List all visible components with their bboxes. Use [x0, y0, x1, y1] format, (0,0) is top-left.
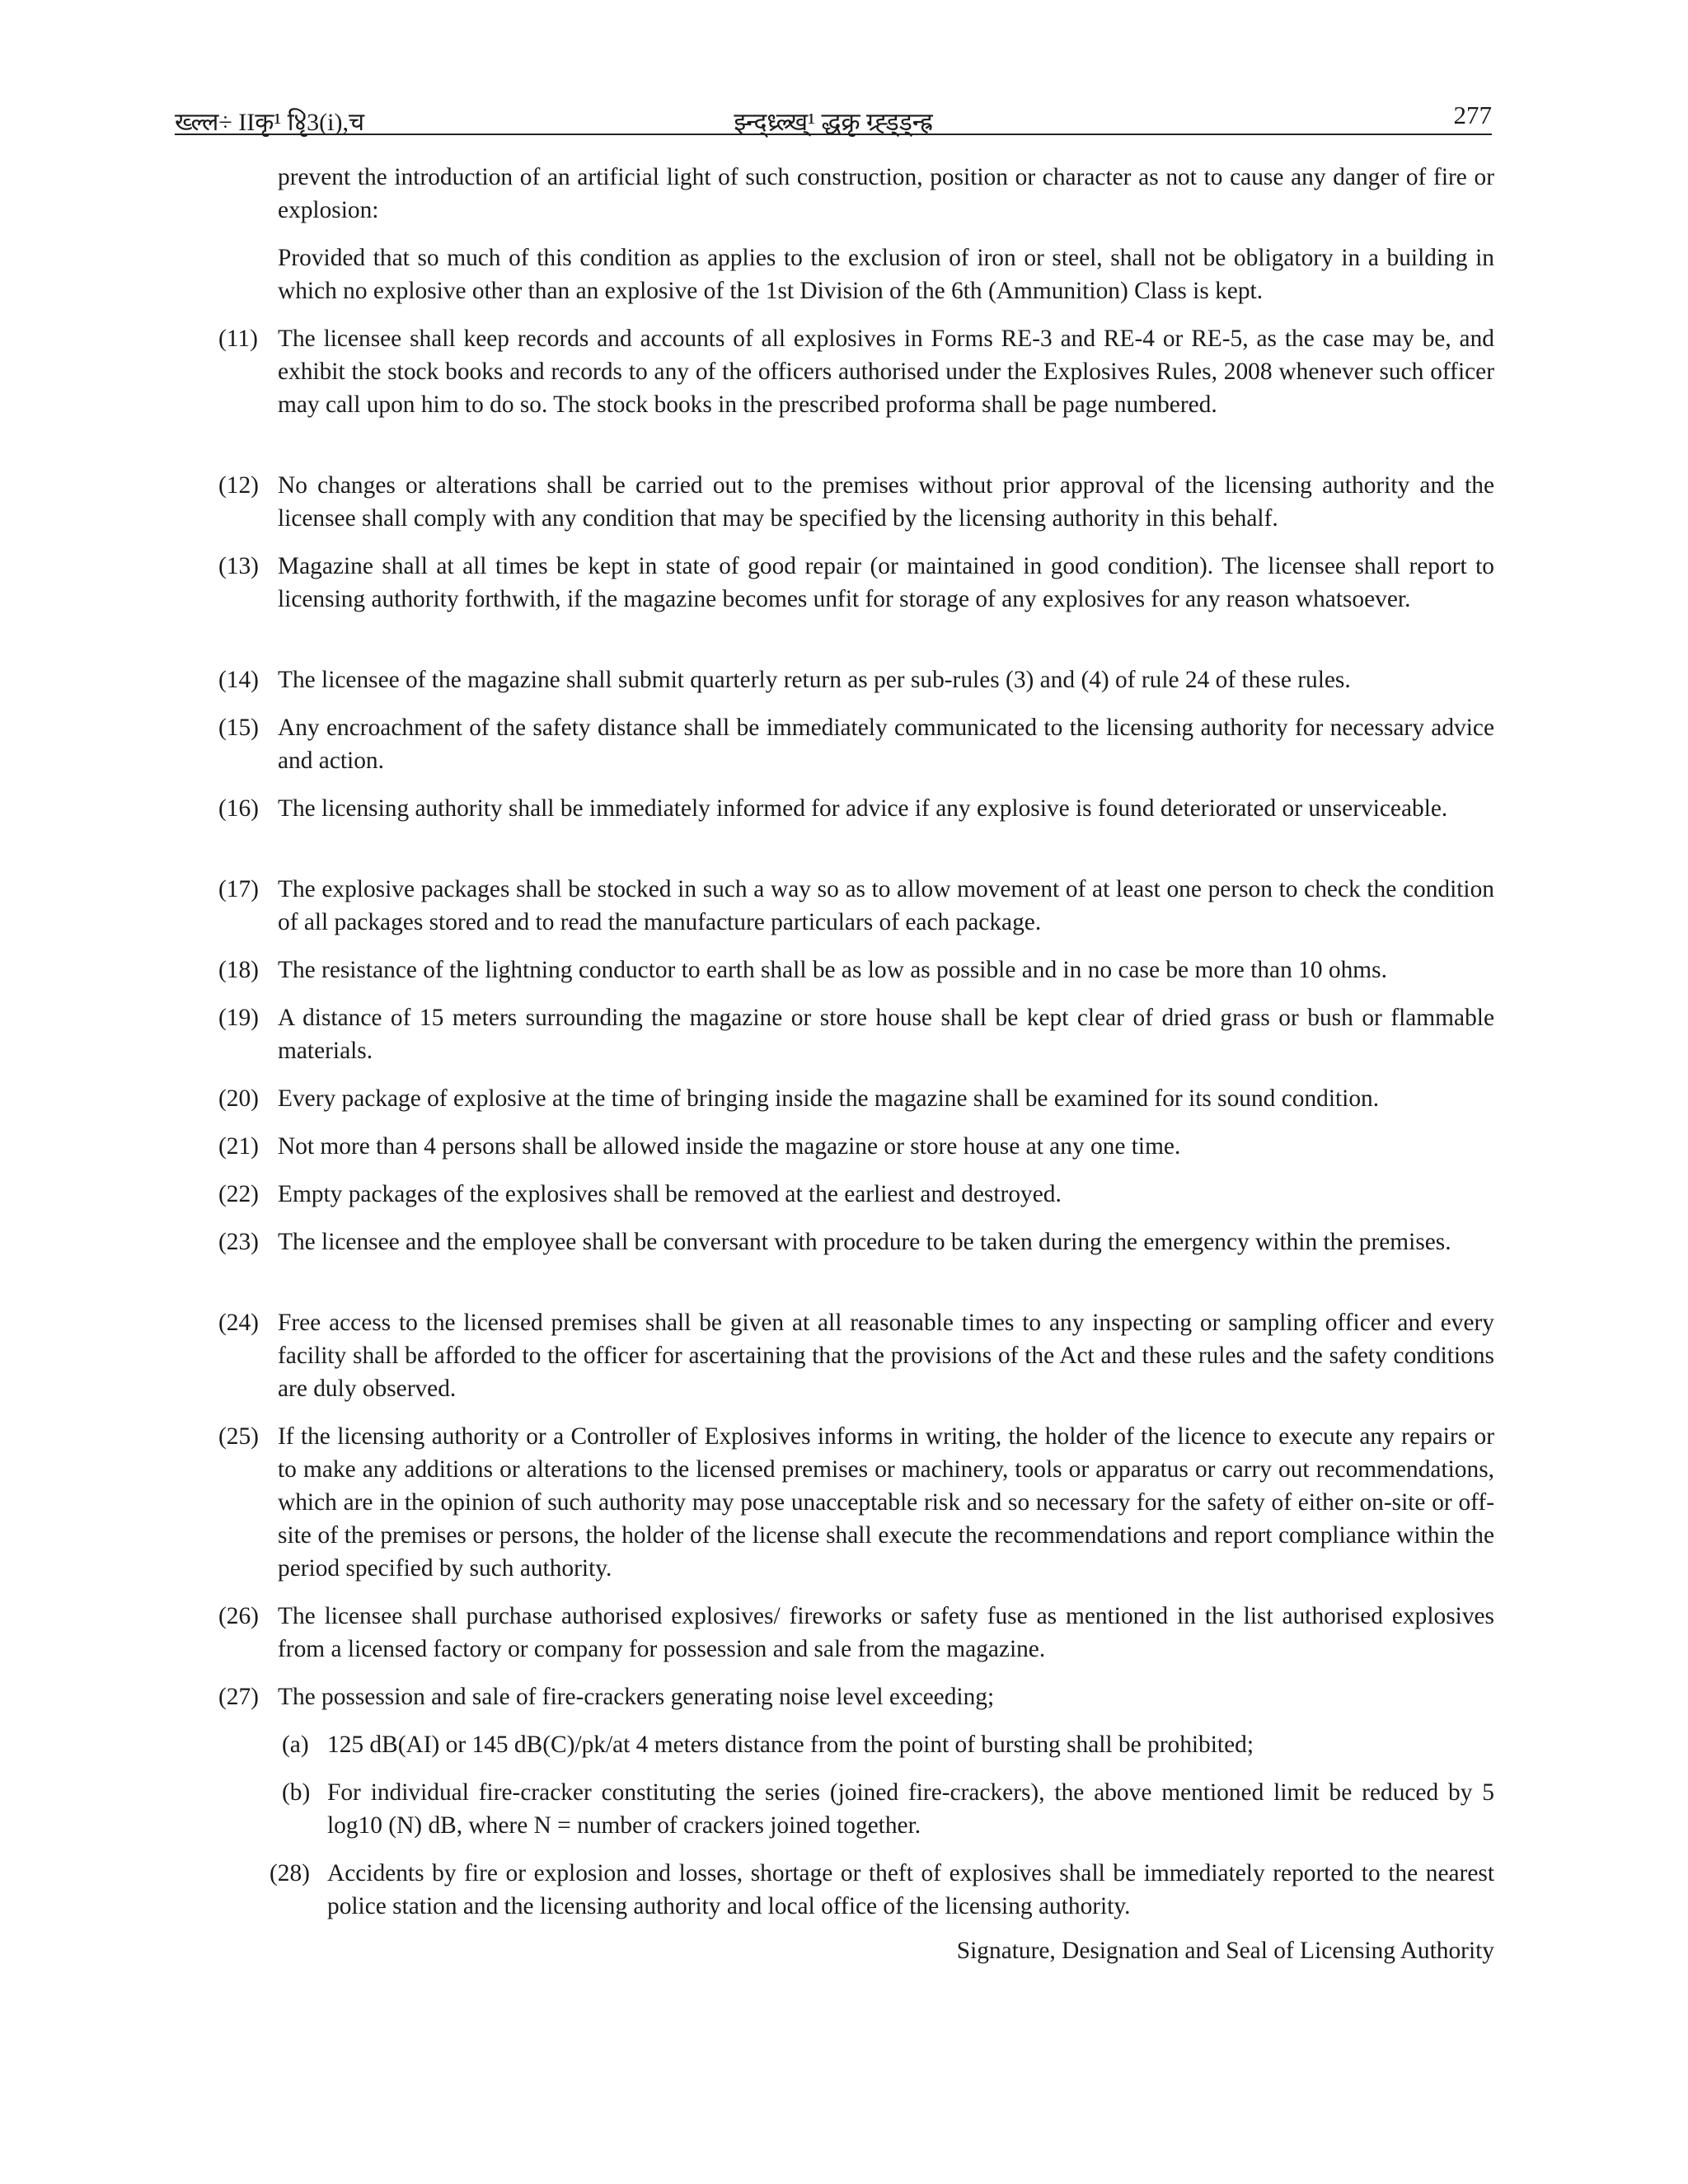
condition-number: (20): [218, 1085, 259, 1112]
condition-number: (26): [218, 1603, 259, 1629]
condition-text: The resistance of the lightning conductor to earth shall be as low as possible and in no case be more than 10 ohms.: [278, 957, 1387, 983]
condition-number: (13): [218, 553, 259, 579]
condition-text: Any encroachment of the safety distance shall be immediately communicated to the licensing authority for necessary advice and action.: [278, 715, 1494, 774]
condition-text: Magazine shall at all times be kept in state of good repair (or maintained in good condition). The licensee shall report to licensing authority forthwith, if the magazine becomes unfit for storage of any explosives for any reason whatsoever.: [278, 553, 1494, 612]
condition-number: (27): [218, 1684, 259, 1710]
subitem-letter: (b): [282, 1779, 311, 1806]
subitem-text: 125 dB(AI) or 145 dB(C)/pk/at 4 meters distance from the point of bursting shall be prohibited;: [327, 1732, 1254, 1758]
condition-number: (16): [218, 795, 259, 822]
condition-number: (28): [270, 1860, 310, 1886]
condition-number: (21): [218, 1133, 259, 1160]
condition-text: Not more than 4 persons shall be allowed inside the magazine or store house at any one time.: [278, 1133, 1181, 1160]
condition-text: Free access to the licensed premises shall be given at all reasonable times to any inspecting or sampling officer and every facility shall be afforded to the officer for ascertaining that the provisions of the Act and these rules and the safety conditions are duly observed.: [278, 1310, 1494, 1402]
condition-number: (17): [218, 876, 259, 902]
page-number: 277: [1453, 101, 1492, 129]
condition-text: If the licensing authority or a Controller of Explosives informs in writing, the holder of the licence to execute any repairs or to make any additions or alterations to the licensed premises or machinery, tools or apparatus or carry out recommendations, which are in the opinion of such authority may pose unacceptable risk and so necessary for the safety of either on-site or off-site of the premises or persons, the holder of the license shall execute the recommendations and report compliance within the period specified by such authority.: [278, 1423, 1494, 1582]
subitem-letter: (a): [282, 1732, 309, 1758]
intro-proviso-paragraph: Provided that so much of this condition as applies to the exclusion of iron or steel, shall not be obligatory in a building in which no explosive other than an explosive of the 1st Division of the 6th (Ammunition) Class is kept.: [278, 245, 1494, 304]
condition-number: (19): [218, 1005, 259, 1031]
signature-line: Signature, Designation and Seal of Licensing Authority: [956, 1938, 1494, 1964]
condition-text: Every package of explosive at the time of bringing inside the magazine shall be examined for its sound condition.: [278, 1085, 1380, 1112]
condition-text: Empty packages of the explosives shall be removed at the earliest and destroyed.: [278, 1181, 1062, 1207]
condition-text: The possession and sale of fire-crackers generating noise level exceeding;: [278, 1684, 995, 1710]
condition-text: The licensee of the magazine shall submit quarterly return as per sub-rules (3) and (4) of rule 24 of these rules.: [278, 667, 1351, 693]
condition-text: Accidents by fire or explosion and losses, shortage or theft of explosives shall be immediately reported to the nearest police station and the licensing authority and local office of the licensing authority.: [327, 1860, 1494, 1919]
condition-text: The licensee and the employee shall be conversant with procedure to be taken during the emergency within the premises.: [278, 1229, 1451, 1255]
condition-text: The licensee shall purchase authorised explosives/ fireworks or safety fuse as mentioned in the list authorised explosives from a licensed factory or company for possession and sale from the magazine.: [278, 1603, 1494, 1662]
condition-text: The licensing authority shall be immediately informed for advice if any explosive is found deteriorated or unserviceable.: [278, 795, 1448, 822]
condition-number: (23): [218, 1229, 259, 1255]
condition-number: (11): [218, 326, 258, 352]
subitem-text: For individual fire-cracker constituting the series (joined fire-crackers), the above mentioned limit be reduced by 5 log10 (N) dB, where N = number of crackers joined together.: [327, 1779, 1494, 1839]
condition-text: The licensee shall keep records and accounts of all explosives in Forms RE-3 and RE-4 or RE-5, as the case may be, and exhibit the stock books and records to any of the officers authorised under the Explosives Rules, 2008 whenever such officer may call upon him to do so. The stock books in the prescribed proforma shall be page numbered.: [278, 326, 1494, 418]
header-part-section: ख्ल्ल÷ IIकृ¹ ४ृि3(i),च: [175, 109, 365, 136]
header-gazette-title: झ्न्द्ध्र्ल्र्ख्¹ द्धक्रृ ग्र्ह्ड्ड्न्ह्र: [734, 109, 933, 136]
condition-number: (12): [218, 472, 259, 499]
header-rule: [175, 134, 1492, 135]
condition-text: A distance of 15 meters surrounding the magazine or store house shall be kept clear of dried grass or bush or flammable materials.: [278, 1005, 1494, 1064]
intro-paragraph-continued: prevent the introduction of an artificial light of such construction, position or character as not to cause any danger of fire or explosion:: [278, 164, 1494, 223]
condition-text: The explosive packages shall be stocked in such a way so as to allow movement of at least one person to check the condition of all packages stored and to read the manufacture particulars of each package.: [278, 876, 1494, 935]
condition-number: (15): [218, 715, 259, 741]
condition-number: (22): [218, 1181, 259, 1207]
condition-number: (25): [218, 1423, 259, 1450]
condition-number: (14): [218, 667, 259, 693]
condition-text: No changes or alterations shall be carried out to the premises without prior approval of the licensing authority and the licensee shall comply with any condition that may be specified by the licensing authority in this behalf.: [278, 472, 1494, 532]
condition-number: (24): [218, 1310, 259, 1336]
condition-number: (18): [218, 957, 259, 983]
